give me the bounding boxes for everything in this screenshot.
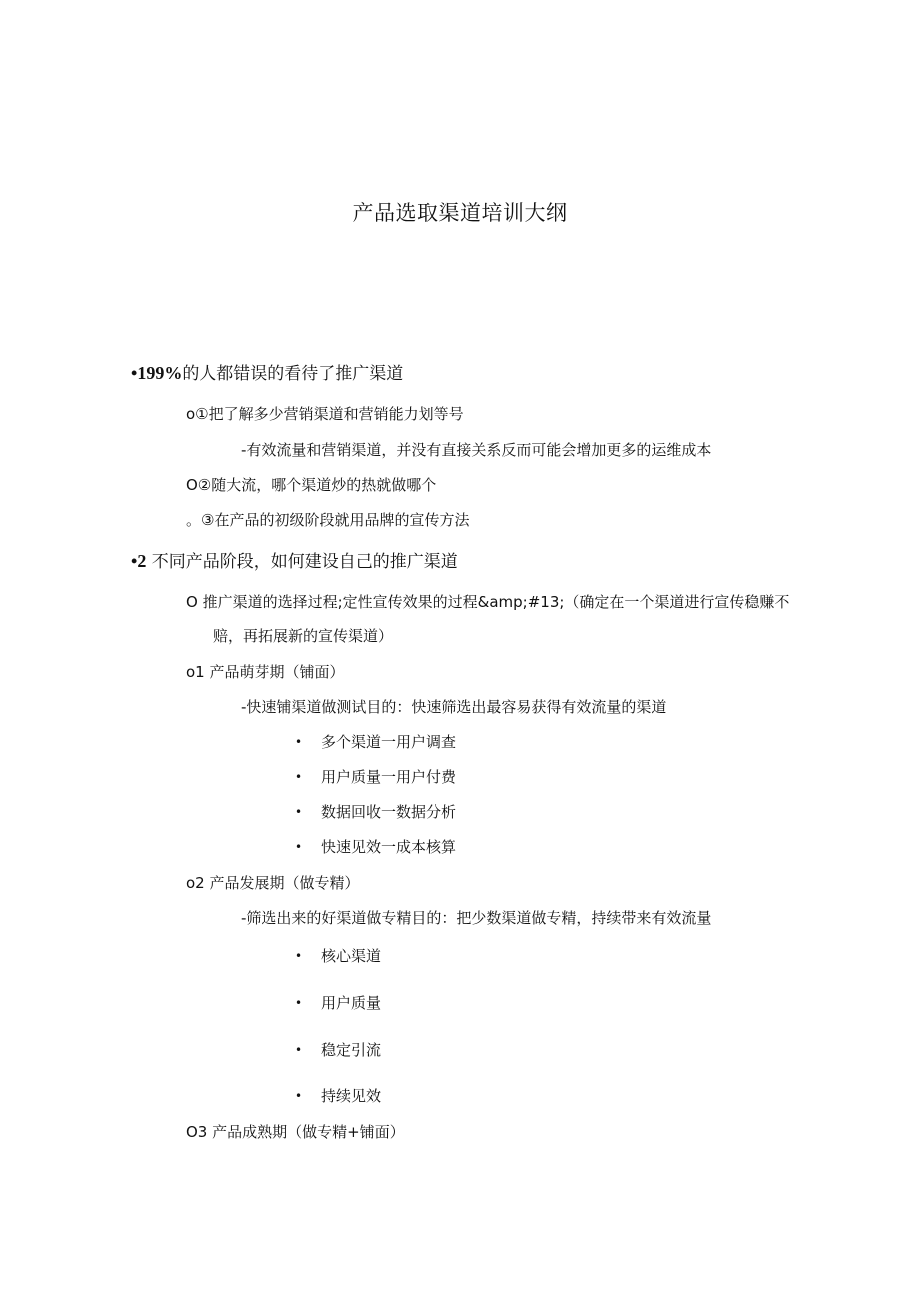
- stage-1-bullet-2: 用户质量一用户付费: [321, 768, 457, 786]
- section-1-item-2: O②随大流，哪个渠道炒的热就做哪个: [186, 476, 437, 494]
- stage-2-bullet-4: 持续见效: [321, 1087, 382, 1105]
- stage-1-bullet-4: 快速见效一成本核算: [321, 838, 457, 856]
- section-1-item-1: o①把了解多少营销渠道和营销能力划等号: [186, 405, 464, 423]
- bullet-dot: •: [295, 735, 303, 749]
- document-title: 产品选取渠道培训大纲: [352, 201, 568, 225]
- section-1-marker: •: [131, 363, 138, 383]
- section-2-heading-text: 不同产品阶段，如何建设自己的推广渠道: [146, 552, 458, 572]
- stage-2-description: -筛选出来的好渠道做专精目的：把少数渠道做专精，持续带来有效流量: [241, 909, 712, 927]
- stage-2-bullet-2: 用户质量: [321, 994, 382, 1012]
- section-1-heading: [131, 362, 403, 385]
- stage-1-bullet-1: 多个渠道一用户调查: [321, 733, 457, 751]
- stage-2-bullet-1: 核心渠道: [321, 947, 382, 965]
- bullet-dot: •: [295, 1089, 303, 1103]
- stage-1-description: -快速铺渠道做测试目的：快速筛选出最容易获得有效流量的渠道: [241, 698, 667, 716]
- bullet-dot: •: [295, 949, 303, 963]
- section-1-item-1-detail: -有效流量和营销渠道，并没有直接关系反而可能会增加更多的运维成本: [241, 441, 712, 459]
- stage-3-heading: O3 产品成熟期（做专精+铺面）: [186, 1123, 405, 1141]
- section-1-item-3: 。③在产品的初级阶段就用品牌的宣传方法: [186, 511, 470, 529]
- section-2-process-line-1: O 推广渠道的选择过程;定性宣传效果的过程&amp;#13;（确定在一个渠道进行宣传稳赚不: [186, 593, 790, 611]
- stage-1-heading: o1 产品萌芽期（铺面）: [186, 663, 345, 681]
- section-2-process-line-2: 赔，再拓展新的宣传渠道）: [213, 627, 394, 645]
- section-2-marker: •: [131, 551, 138, 571]
- stage-2-heading: o2 产品发展期（做专精）: [186, 874, 360, 892]
- section-1-heading-text: 的人都错误的看待了推广渠道: [182, 364, 404, 384]
- bullet-dot: •: [295, 840, 303, 854]
- section-1-number: 199%: [137, 363, 183, 383]
- section-2-number: 2: [137, 551, 147, 571]
- stage-1-bullet-3: 数据回收一数据分析: [321, 803, 457, 821]
- stage-2-bullet-3: 稳定引流: [321, 1041, 382, 1059]
- bullet-dot: •: [295, 805, 303, 819]
- bullet-dot: •: [295, 770, 303, 784]
- bullet-dot: •: [295, 996, 303, 1010]
- section-2-heading: [131, 550, 458, 573]
- bullet-dot: •: [295, 1043, 303, 1057]
